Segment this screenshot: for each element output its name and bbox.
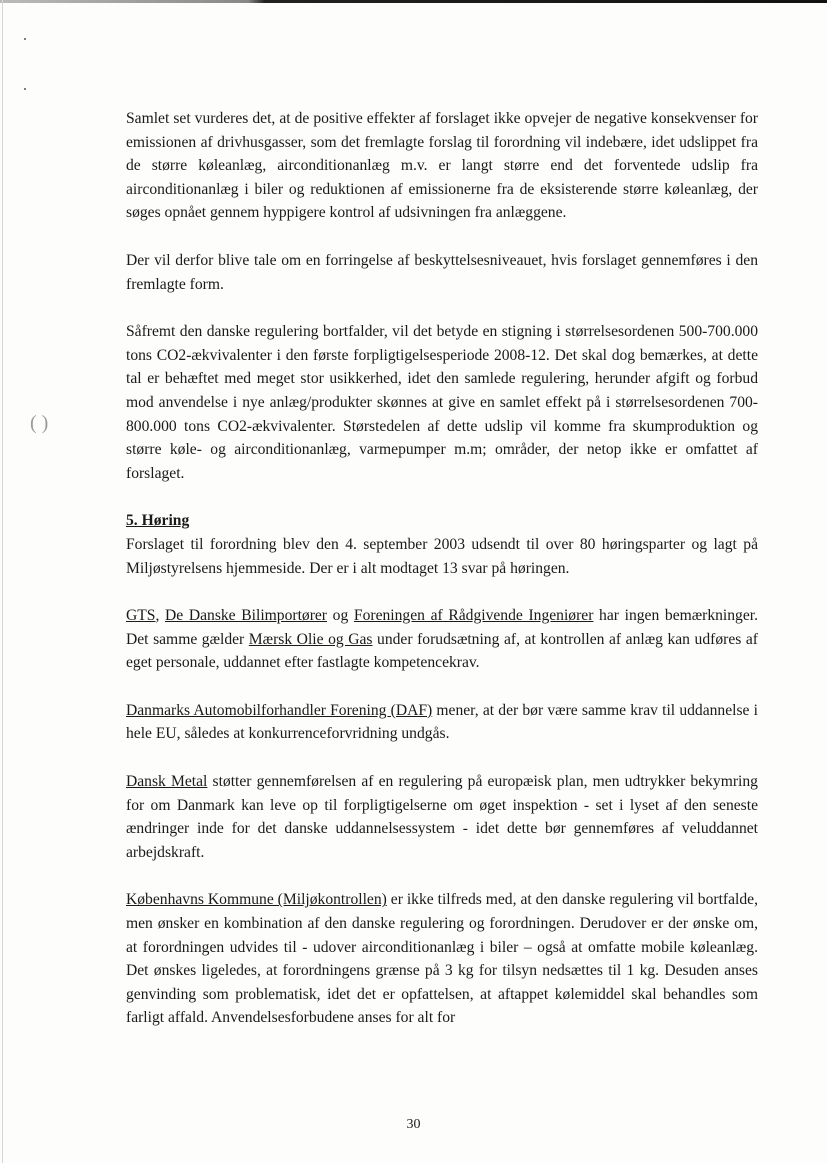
margin-punch-mark: ( ) — [30, 412, 49, 434]
response-paragraph-4 — [126, 888, 758, 1030]
response-paragraph-3 — [126, 770, 758, 864]
org-name: De Danske Bilimportører — [165, 607, 328, 625]
separator: , — [155, 607, 166, 625]
separator: og — [327, 607, 354, 625]
org-name: Dansk Metal — [126, 773, 208, 791]
org-name: Foreningen af Rådgivende Ingeniører — [353, 607, 594, 625]
response-text: har ingen bemærkninger. Det samme gælder — [126, 607, 759, 648]
scan-edge-left — [2, 0, 3, 1163]
response-text: mener, at der bør være samme krav til uddannelse i hele EU, således at konkurrenceforvridning undgås. — [126, 701, 759, 743]
scan-speck — [24, 38, 26, 40]
org-name: Mærsk Olie og Gas — [248, 630, 373, 648]
section-hoering — [126, 509, 758, 580]
response-text: er ikke tilfreds med, at den danske regulering vil bortfalde, men ønsker en kombination af den danske regulering og forordningen. Derudover er der ønske om, at forordningen udvides til - udover airconditionanlæg i biler – også at omfatte mobile køleanlæg. Det ønskes ligeledes, at forordningens grænse på 3 kg for tilsyn nedsættes til 1 kg. Desuden anses genvinding som problematisk, idet det er opfattelsen, at aftappet kølemiddel skal behandles som farligt affald. Anvendelsesforbudene anses for alt for — [126, 891, 758, 1027]
paragraph-emissions-estimate: Såfremt den danske regulering bortfalder, vil det betyde en stigning i størrelsesordenen 500-700.000 tons CO2-ækvivalenter i den første forpligtigelsesperiode 2008-12. Det skal dog bemærkes, at dette tal er behæftet med meget stor usikkerhed, idet den samlede regulering, herunder afgift og forbud mod anvendelse i nye anlæg/produkter skønnes at give en samlet effekt på i størrelsesordenen 700-800.000 tons CO2-ækvivalenter. Størstedelen af dette udslip vil komme fra skumproduktion og større køle- og airconditionanlæg, varmepumper m.m; områder, der netop ikke er omfattet af forslaget. — [126, 323, 758, 482]
paragraph-conclusion: Samlet set vurderes det, at de positive effekter af forslaget ikke opvejer de negative konsekvenser for emissionen af drivhusgasser, som det fremlagte forslag til forordning vil indebære, idet udslippet fra de større køleanlæg, airconditionanlæg m.v. er langt større end det forventede udslip fra airconditionanlæg i biler og reduktionen af emissionerne fra de eksisterende større køleanlæg, der søges opnået gennem hyppigere kontrol af udsivningen fra anlæggene. — [126, 110, 758, 222]
org-name: GTS — [126, 607, 156, 625]
response-text: støtter gennemførelsen af en regulering på europæisk plan, men udtrykker bekymring for om Danmark kan leve op til forpligtigelserne om øget inspektion - set i lyset af den seneste ændringer inde for det danske uddannelsessystem - idet dette bør gennemføres af veluddannet arbejdskraft. — [126, 773, 758, 861]
paragraph-protection-level: Der vil derfor blive tale om en forringelse af beskyttelsesniveauet, hvis forslaget gennemføres i den fremlagte form. — [126, 251, 758, 293]
page-number: 30 — [406, 1117, 421, 1132]
org-name: Danmarks Automobilforhandler Forening (DAF) — [126, 701, 433, 719]
response-text: under forudsætning af, at kontrollen af anlæg kan udføres af eget personale, uddannet efter fastlagte kompetencekrav. — [126, 630, 758, 672]
section-heading: 5. Høring — [126, 512, 190, 530]
document-body — [126, 107, 758, 1030]
section-intro: Forslaget til forordning blev den 4. september 2003 udsendt til over 80 høringsparter og lagt på Miljøstyrelsens hjemmeside. Der er i alt modtaget 13 svar på høringen. — [126, 535, 758, 577]
response-paragraph-1 — [126, 604, 758, 675]
org-name: Københavns Kommune (Miljøkontrollen) — [126, 891, 387, 909]
scan-speck — [24, 88, 26, 90]
response-paragraph-2 — [126, 699, 758, 746]
scan-edge-top — [0, 0, 827, 3]
